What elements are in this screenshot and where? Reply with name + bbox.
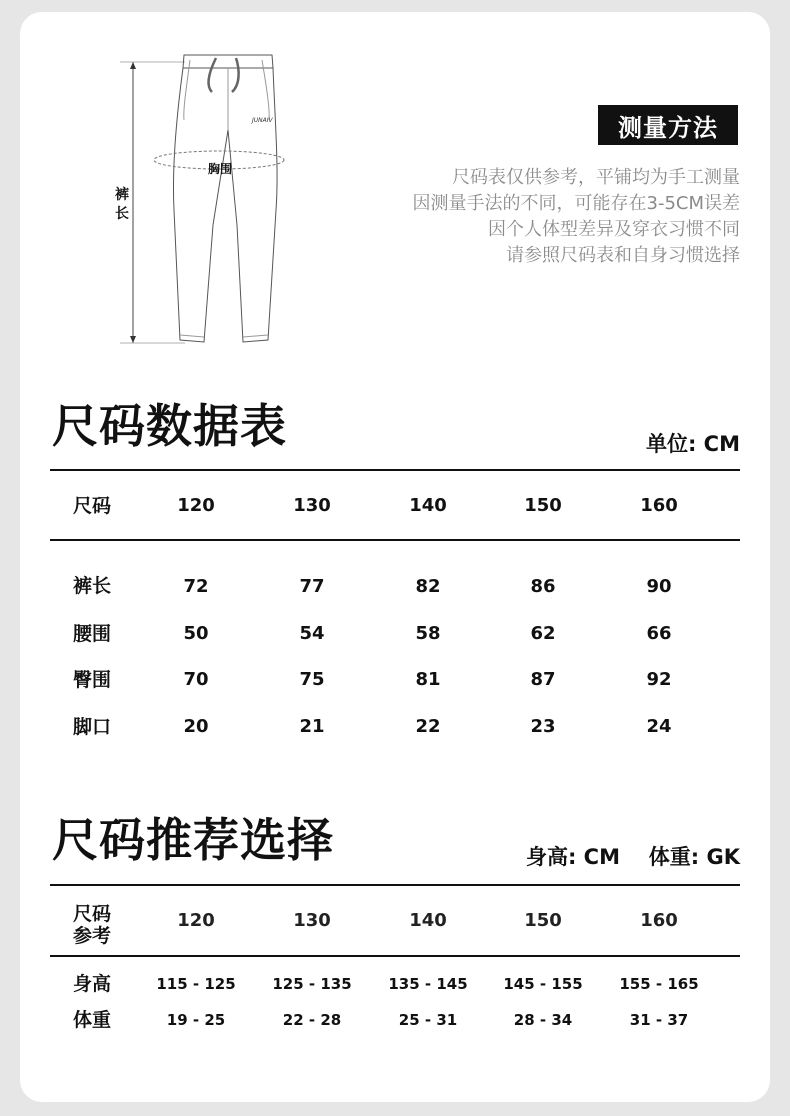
row-label-hip: 臀围 [72, 669, 111, 691]
table-cell: 31 - 37 [629, 1011, 689, 1029]
table-cell: 155 - 165 [619, 975, 699, 993]
table-cell: 23 [530, 716, 556, 737]
row-label-height: 身高 [72, 973, 111, 995]
table-cell: 50 [183, 623, 209, 644]
table-cell: 28 - 34 [513, 1011, 573, 1029]
method-note-line: 请参照尺码表和自身习惯选择 [506, 245, 740, 266]
table-cell: 86 [530, 576, 556, 597]
method-note-line: 尺码表仅供参考，平铺均为手工测量 [452, 167, 740, 188]
table-cell: 24 [646, 716, 672, 737]
size-header: 140 [409, 910, 447, 931]
size-header: 150 [524, 910, 562, 931]
size-header: 160 [640, 910, 678, 931]
divider [50, 539, 740, 541]
size-header: 130 [293, 910, 331, 931]
header-label: 尺码 [72, 495, 111, 517]
size-header: 120 [177, 910, 215, 931]
table-cell: 19 - 25 [166, 1011, 226, 1029]
table-cell: 66 [646, 623, 672, 644]
table-cell: 75 [299, 669, 325, 690]
size-table-title: 尺码数据表 [52, 399, 287, 453]
table-cell: 125 - 135 [272, 975, 352, 993]
table-cell: 25 - 31 [398, 1011, 458, 1029]
height-unit: 身高: CM [525, 845, 620, 869]
method-title: 测量方法 [598, 105, 738, 145]
brand-mark: JUNAIV [252, 117, 273, 124]
header-label-line: 参考 [72, 925, 111, 947]
row-label-waist: 腰围 [72, 623, 111, 645]
table-cell: 145 - 155 [503, 975, 583, 993]
row-label-length: 裤长 [72, 575, 111, 597]
method-note-line: 因个人体型差异及穿衣习惯不同 [488, 219, 740, 240]
recommend-title: 尺码推荐选择 [52, 813, 334, 867]
weight-unit: 体重: GK [648, 845, 740, 869]
drawstring [209, 58, 239, 92]
table-cell: 22 [415, 716, 441, 737]
table-cell: 54 [299, 623, 325, 644]
table-cell: 92 [646, 669, 672, 690]
table-cell: 77 [299, 576, 325, 597]
method-notes [320, 165, 740, 269]
table-cell: 62 [530, 623, 556, 644]
row-label-hem: 脚口 [72, 716, 111, 738]
table-cell: 115 - 125 [156, 975, 236, 993]
table-cell: 135 - 145 [388, 975, 468, 993]
size-header: 160 [640, 495, 678, 516]
table-cell: 22 - 28 [282, 1011, 342, 1029]
method-note-line: 因测量手法的不同，可能存在3-5CM误差 [412, 193, 740, 214]
table-cell: 58 [415, 623, 441, 644]
table-cell: 81 [415, 669, 441, 690]
table-cell: 72 [183, 576, 209, 597]
size-header: 140 [409, 495, 447, 516]
row-label-weight: 体重 [72, 1009, 111, 1031]
table-cell: 82 [415, 576, 441, 597]
divider [50, 884, 740, 886]
divider [50, 469, 740, 471]
table-cell: 20 [183, 716, 209, 737]
table-cell: 21 [299, 716, 325, 737]
size-header: 130 [293, 495, 331, 516]
chest-label: 胸围 [207, 162, 232, 176]
size-table-unit: 单位: CM [645, 432, 740, 456]
header-label [52, 903, 132, 947]
divider [50, 955, 740, 957]
table-cell: 70 [183, 669, 209, 690]
length-label: 裤长 [115, 187, 129, 222]
pants-outline [173, 55, 277, 342]
size-header: 120 [177, 495, 215, 516]
header-label-line: 尺码 [72, 903, 111, 925]
size-header: 150 [524, 495, 562, 516]
table-cell: 90 [646, 576, 672, 597]
table-cell: 87 [530, 669, 556, 690]
